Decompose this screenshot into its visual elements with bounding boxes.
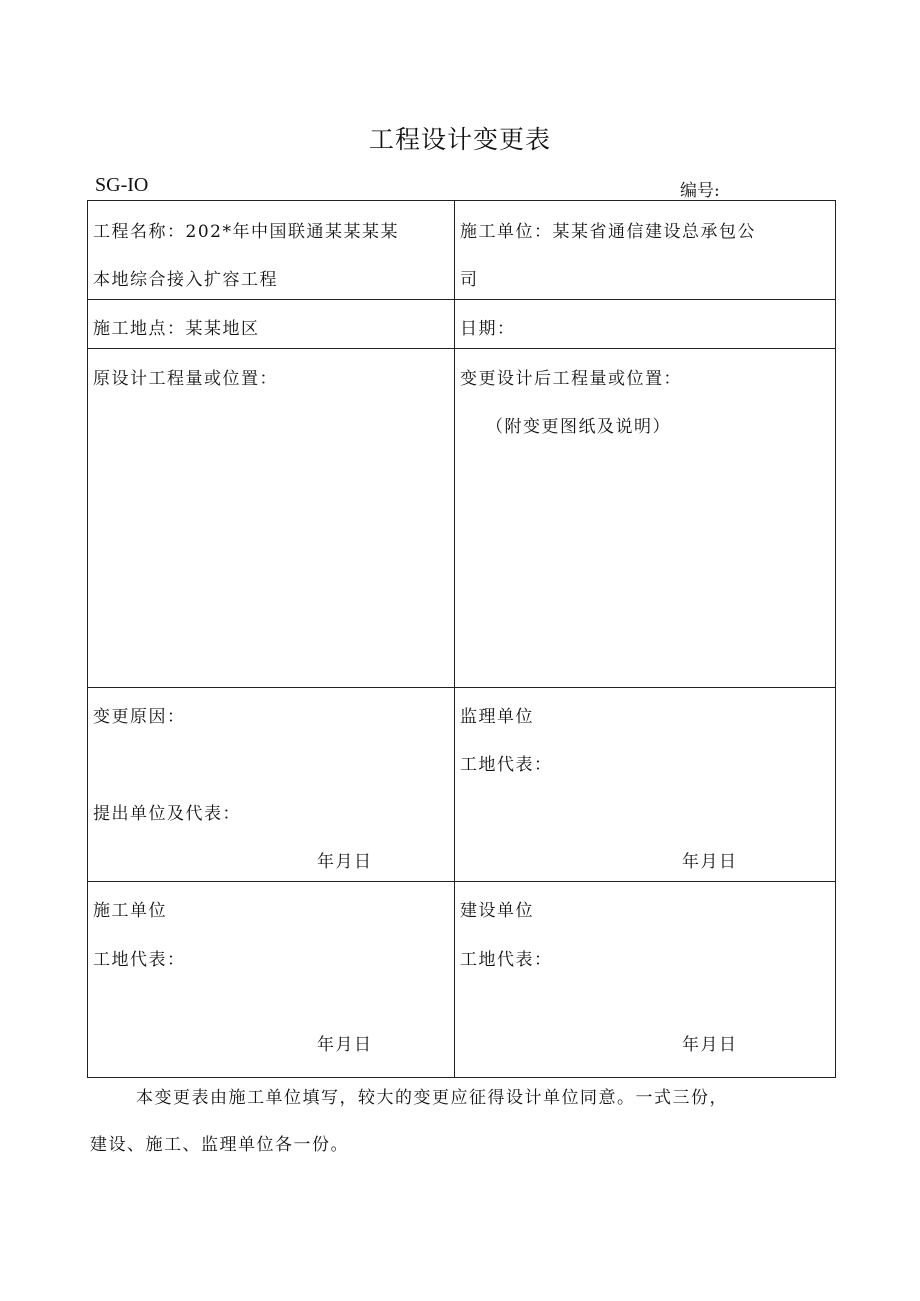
date-placeholder: 年月日 — [317, 852, 373, 872]
original-design-label: 原设计工程量或位置： — [93, 369, 278, 389]
construction-unit-sign-label: 施工单位 — [93, 901, 167, 921]
row-divider — [88, 299, 835, 300]
supervision-unit-label: 监理单位 — [460, 707, 534, 727]
change-reason-label: 变更原因： — [93, 707, 186, 727]
attachment-note: （附变更图纸及说明） — [486, 417, 671, 437]
date-placeholder: 年月日 — [682, 1035, 738, 1055]
supervision-rep-label: 工地代表： — [460, 755, 553, 775]
project-name-line1: 工程名称：202*年中国联通某某某某 — [93, 222, 399, 242]
owner-rep-label: 工地代表： — [460, 950, 553, 970]
construction-unit-line2: 司 — [460, 270, 479, 290]
change-form-table — [87, 200, 836, 1078]
form-code: SG-IO — [95, 174, 149, 196]
row-divider — [88, 881, 835, 882]
project-name-line2: 本地综合接入扩容工程 — [93, 270, 278, 290]
footer-note-line2: 建设、施工、监理单位各一份。 — [90, 1135, 349, 1155]
footer-note-line1: 本变更表由施工单位填写，较大的变更应征得设计单位同意。一式三份， — [136, 1088, 728, 1108]
construction-rep-label: 工地代表： — [93, 950, 186, 970]
serial-number-label: 编号: — [680, 181, 720, 201]
proposer-label: 提出单位及代表： — [93, 804, 241, 824]
date-field: 日期： — [460, 319, 516, 339]
changed-design-label: 变更设计后工程量或位置： — [460, 369, 682, 389]
row-divider — [88, 348, 835, 349]
owner-unit-label: 建设单位 — [460, 901, 534, 921]
page-title: 工程设计变更表 — [368, 125, 551, 154]
construction-site: 施工地点：某某地区 — [93, 319, 260, 339]
construction-unit-line1: 施工单位：某某省通信建设总承包公 — [460, 222, 756, 242]
date-placeholder: 年月日 — [317, 1035, 373, 1055]
date-placeholder: 年月日 — [682, 852, 738, 872]
column-divider — [454, 201, 455, 1077]
row-divider — [88, 687, 835, 688]
